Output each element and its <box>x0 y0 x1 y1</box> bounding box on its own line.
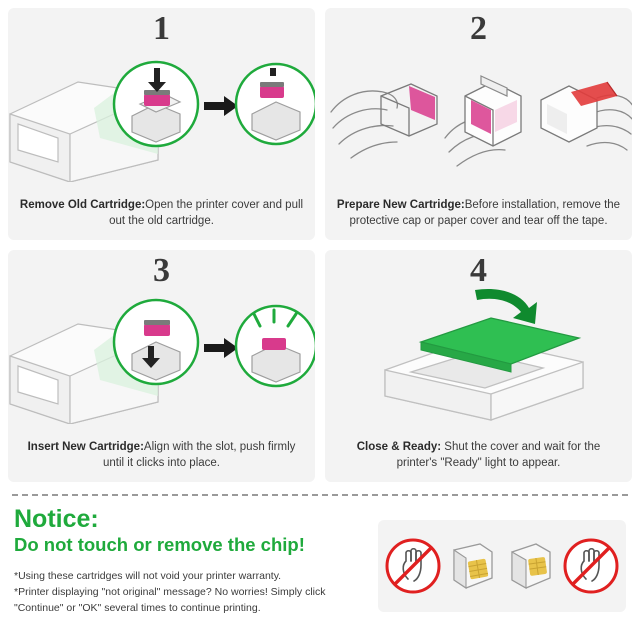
notice-title: Notice: <box>14 505 99 533</box>
step-title-4: Close & Ready: <box>356 440 442 453</box>
step-caption-4 <box>335 439 622 472</box>
step-title-1: Remove Old Cartridge: <box>19 198 146 211</box>
notice-subtitle: Do not touch or remove the chip! <box>14 534 305 556</box>
step-number-3: 3 <box>153 252 170 289</box>
step-caption-1 <box>18 197 305 230</box>
step-text-1: Open the printer cover and pull out the old cartridge. <box>109 198 304 228</box>
step-2-illustration <box>325 42 632 182</box>
step-panel-4 <box>325 250 632 482</box>
step-number-2: 2 <box>470 10 487 47</box>
step-text-2: Before installation, remove the protective cap or paper cover and tear off the tape. <box>349 198 621 228</box>
step-1-illustration <box>8 42 315 182</box>
steps-grid <box>8 8 632 482</box>
step-number-1: 1 <box>153 10 170 47</box>
step-panel-3 <box>8 250 315 482</box>
step-4-illustration <box>325 284 632 424</box>
ink-cartridge-icon <box>446 538 500 594</box>
no-touch-hand-icon <box>562 537 620 595</box>
notice-fineprint <box>14 568 366 617</box>
step-text-3: Align with the slot, push firmly until it clicks into place. <box>103 440 296 470</box>
chip-warning-illustration <box>378 520 626 612</box>
no-touch-hand-icon <box>384 537 442 595</box>
fineprint-line-3: "Continue" or "OK" several times to continue printing. <box>14 602 261 615</box>
step-panel-2 <box>325 8 632 240</box>
step-panel-1 <box>8 8 315 240</box>
section-divider <box>12 494 628 496</box>
step-caption-3 <box>18 439 305 472</box>
step-number-4: 4 <box>470 252 487 289</box>
step-title-3: Insert New Cartridge: <box>27 440 144 453</box>
ink-cartridge-icon <box>504 538 558 594</box>
step-text-4: Shut the cover and wait for the printer's "Ready" light to appear. <box>396 440 601 470</box>
fineprint-line-2: *Printer displaying "not original" message? No worries! Simply click <box>14 585 326 598</box>
fineprint-line-1: *Using these cartridges will not void your printer warranty. <box>14 569 282 582</box>
step-3-illustration <box>8 284 315 424</box>
step-title-2: Prepare New Cartridge: <box>336 198 465 211</box>
notice-section <box>8 506 632 616</box>
notice-text-column <box>14 506 366 616</box>
step-caption-2 <box>335 197 622 230</box>
